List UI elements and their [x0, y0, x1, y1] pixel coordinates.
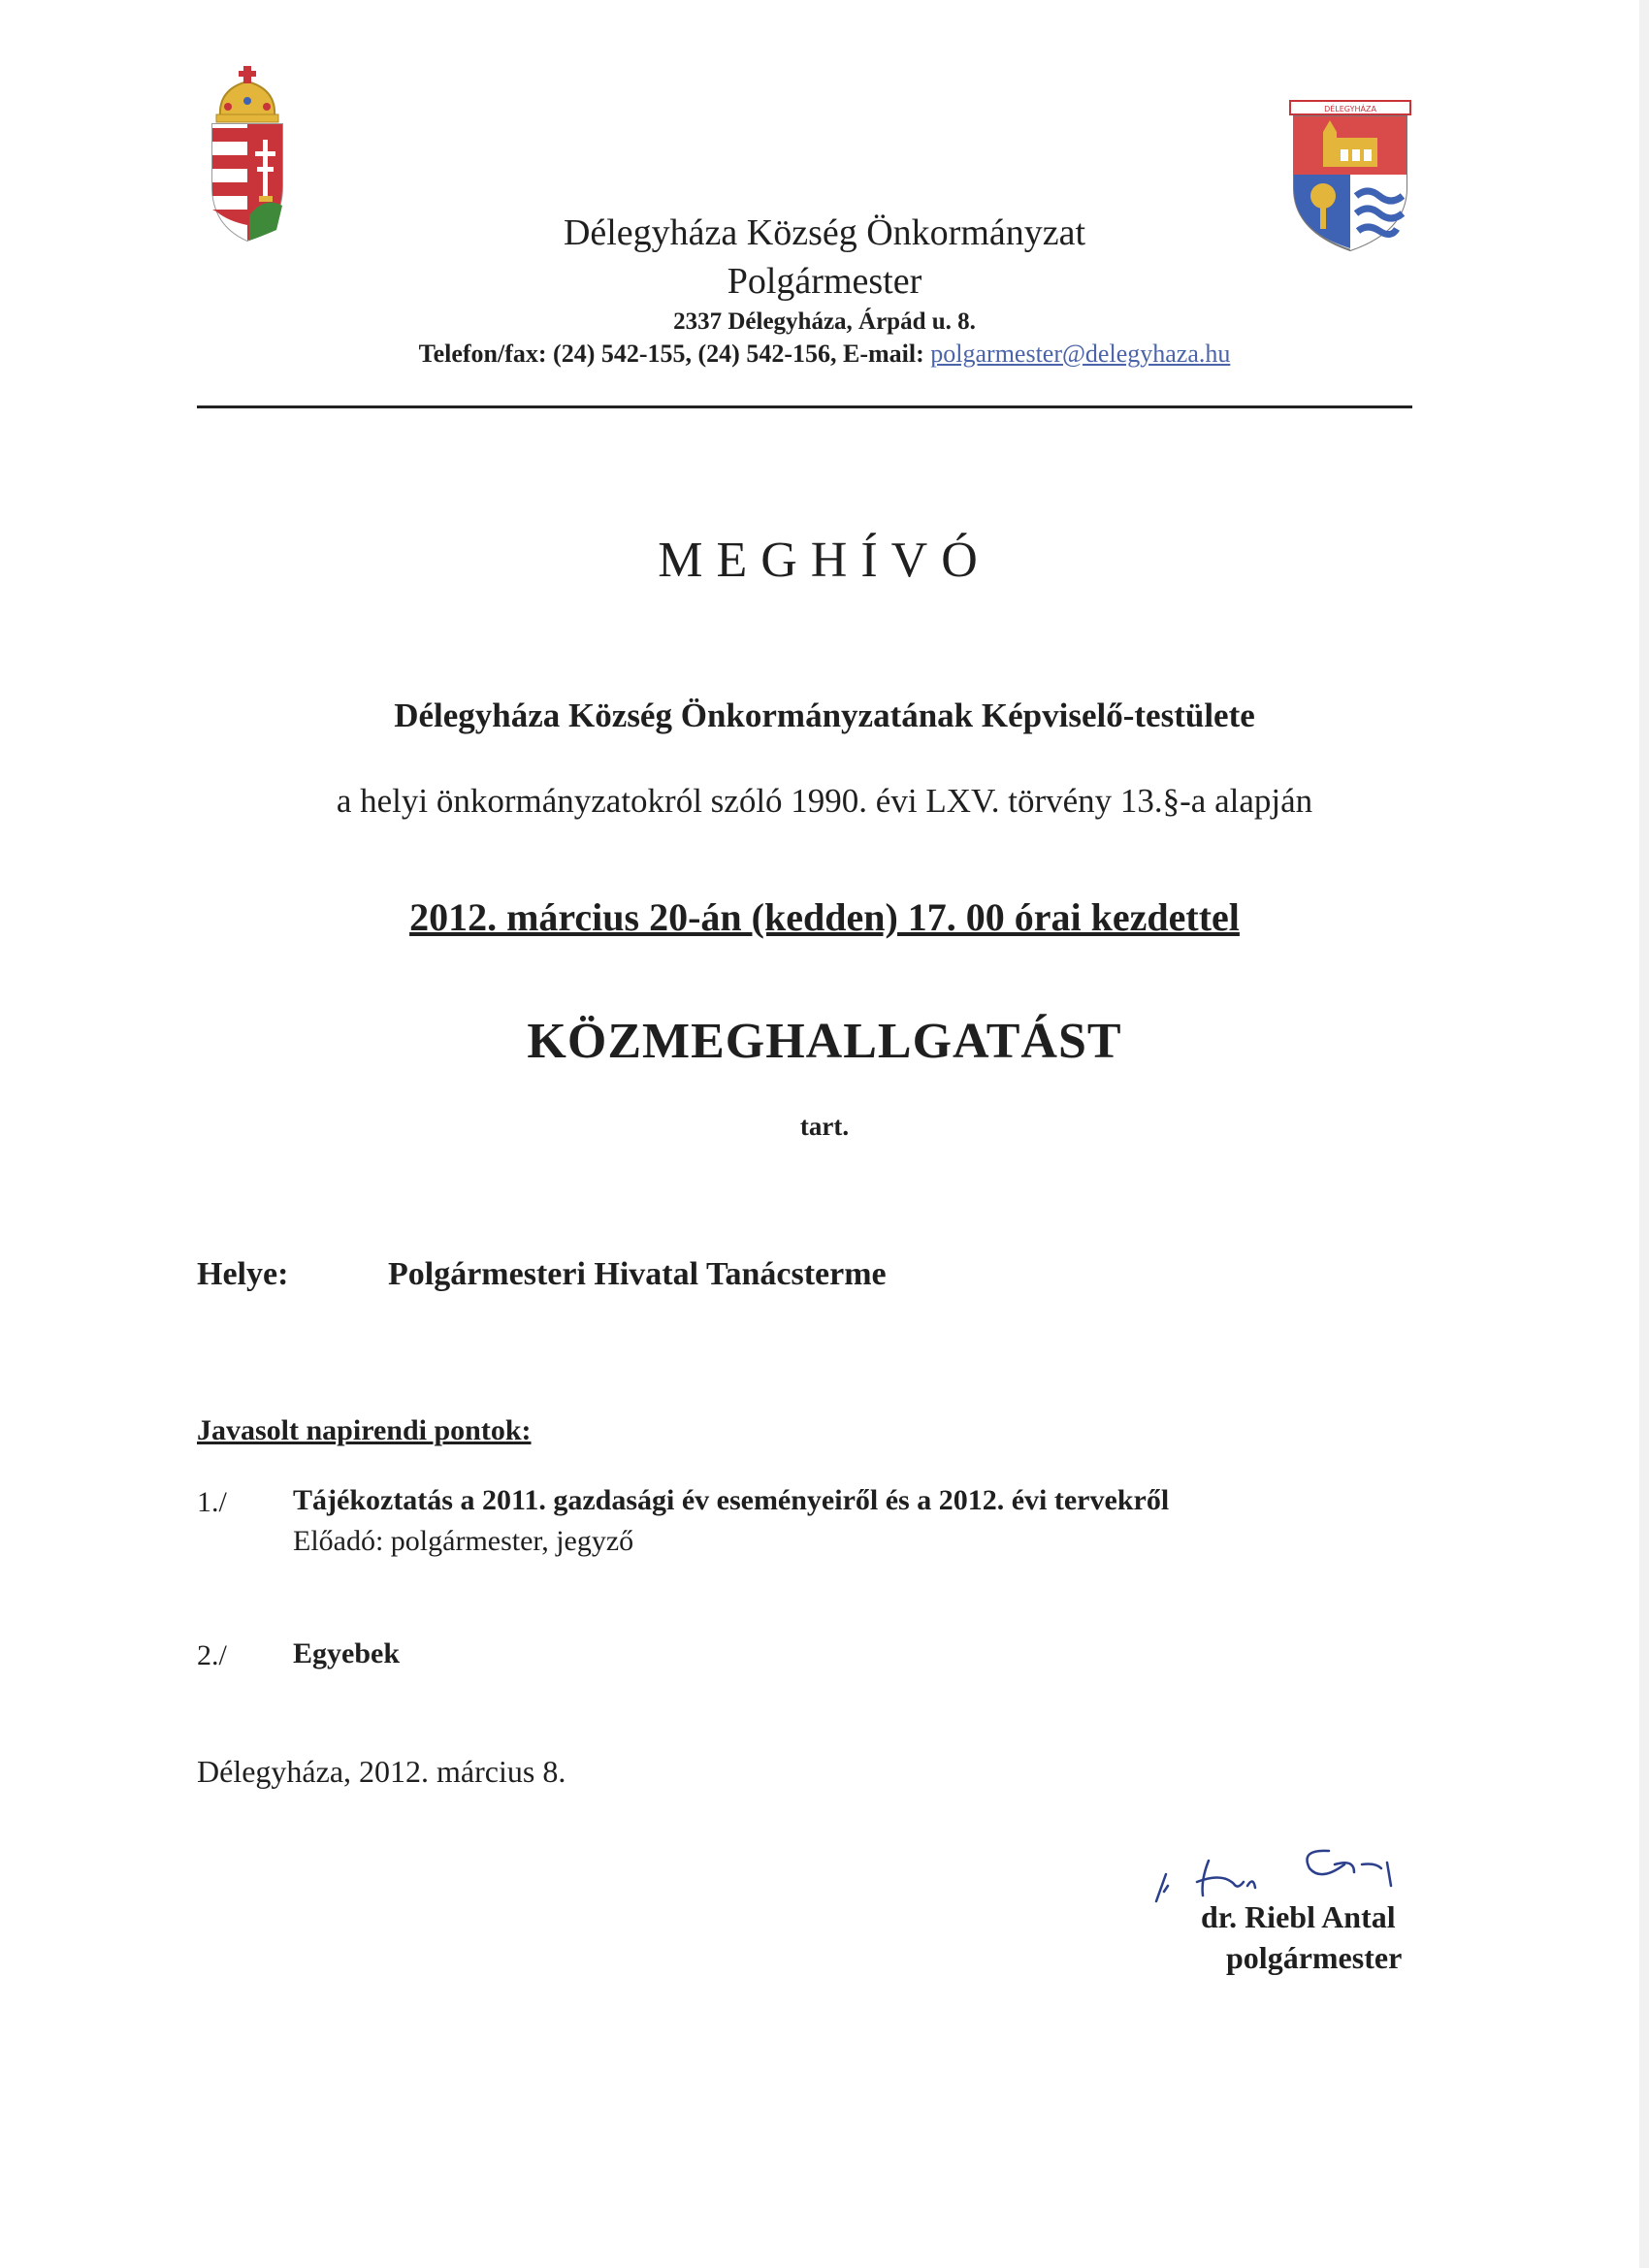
email-link[interactable]: polgarmester@delegyhaza.hu: [930, 340, 1231, 368]
event-title: KÖZMEGHALLGATÁST: [527, 1014, 1122, 1069]
organization-contact: [0, 340, 1649, 369]
agenda-item-title: Egyebek: [293, 1637, 401, 1669]
agenda-item-title: Tájékoztatás a 2011. gazdasági év eseményeiről és a 2012. évi tervekről: [293, 1484, 1170, 1516]
agenda-item-presenter: Előadó: polgármester, jegyző: [293, 1525, 634, 1557]
organization-title: Polgármester: [727, 261, 922, 302]
signer-name: dr. Riebl Antal: [1201, 1899, 1396, 1934]
legal-basis: a helyi önkormányzatokról szóló 1990. évi LXV. törvény 13.§-a alapján: [336, 782, 1313, 820]
event-date: 2012. március 20-án (kedden) 17. 00 órai kezdettel: [409, 895, 1240, 939]
signer-title: polgármester: [1226, 1940, 1403, 1975]
agenda-item-number: 2./: [197, 1639, 227, 1671]
event-verb: tart.: [799, 1112, 850, 1141]
agenda-item-number: 1./: [197, 1486, 227, 1518]
place-label: Helye:: [197, 1256, 289, 1292]
agenda-heading: Javasolt napirendi pontok:: [197, 1414, 532, 1446]
document-title: MEGHÍVÓ: [658, 533, 991, 588]
header-divider: [197, 405, 1412, 408]
invitation-issuer: Délegyháza Község Önkormányzatának Képviselő-testülete: [394, 697, 1255, 734]
contact-phone-fax: Telefon/fax: (24) 542-155, (24) 542-156, E-mail:: [418, 340, 931, 368]
scan-edge: [1639, 0, 1649, 2268]
organization-name: Délegyháza Község Önkormányzat: [563, 212, 1086, 253]
place-value: Polgármesteri Hivatal Tanácsterme: [388, 1256, 887, 1292]
place-and-date: Délegyháza, 2012. március 8.: [197, 1754, 566, 1789]
crest-banner-text: DÉLEGYHÁZA: [1324, 105, 1376, 113]
organization-address: 2337 Délegyháza, Árpád u. 8.: [673, 308, 976, 335]
